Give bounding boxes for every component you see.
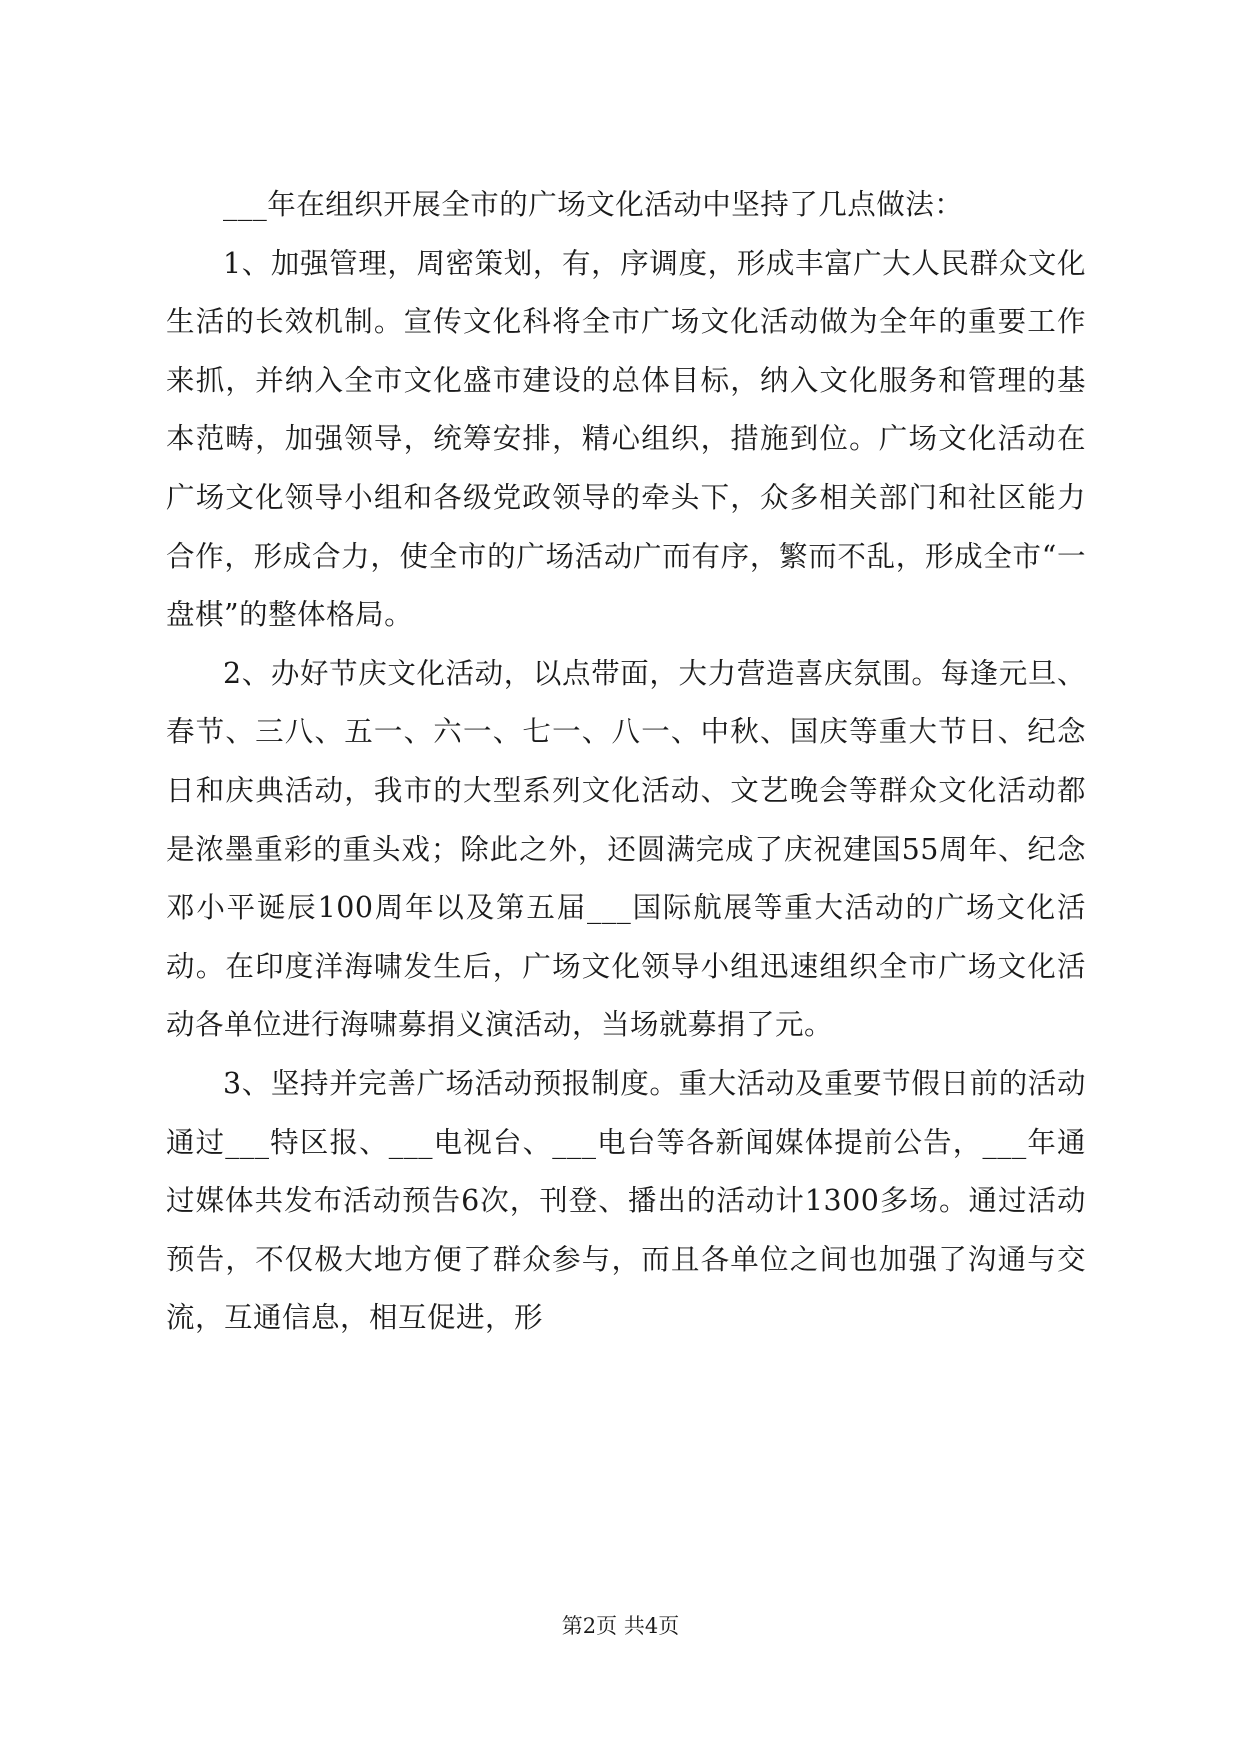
paragraph-point-2: 2、办好节庆文化活动，以点带面，大力营造喜庆氛围。每逢元旦、春节、三八、五一、六一、七一、八一、中秋、国庆等重大节日、纪念日和庆典活动，我市的大型系列文化活动、文艺晚会等群众文化活动都是浓墨重彩的重头戏；除此之外，还圆满完成了庆祝建国55周年、纪念邓小平诞辰100周年以及第五届___国际航展等重大活动的广场文化活动。在印度洋海啸发生后，广场文化领导小组迅速组织全市广场文化活动各单位进行海啸募捐义演活动，当场就募捐了元。: [166, 656, 1086, 1042]
page-number-label: 第2页 共4页: [561, 1614, 680, 1638]
page-footer: [0, 1610, 1241, 1640]
paragraph-intro: ___年在组织开展全市的广场文化活动中坚持了几点做法：: [223, 188, 964, 221]
paragraph-point-1: 1、加强管理，周密策划，有，序调度，形成丰富广大人民群众文化生活的长效机制。宣传文化科将全市广场文化活动做为全年的重要工作来抓，并纳入全市文化盛市建设的总体目标，纳入文化服务和管理的基本范畴，加强领导，统筹安排，精心组织，措施到位。广场文化活动在广场文化领导小组和各级党政领导的牵头下，众多相关部门和社区能力合作，形成合力，使全市的广场活动广而有序，繁而不乱，形成全市“一盘棋”的整体格局。: [166, 246, 1086, 632]
document-body: [166, 176, 1086, 1348]
paragraph-point-3: 3、坚持并完善广场活动预报制度。重大活动及重要节假日前的活动通过___特区报、___电视台、___电台等各新闻媒体提前公告，___年通过媒体共发布活动预告6次，刊登、播出的活动计1300多场。通过活动预告，不仅极大地方便了群众参与，而且各单位之间也加强了沟通与交流，互通信息，相互促进，形: [166, 1066, 1086, 1335]
